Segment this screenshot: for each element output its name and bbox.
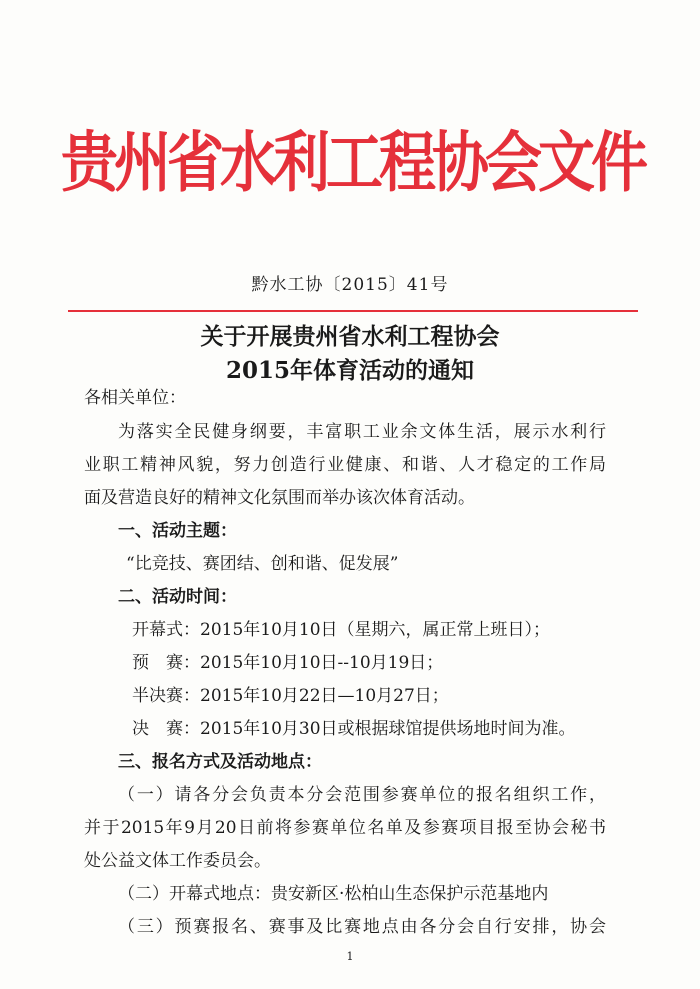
theme-heading: 一、活动主题： [118,521,237,541]
intro-line-3: 面及营造良好的精神文化氛围而举办该次体育活动。 [84,488,475,508]
schedule-text: 2015年10月10日（星期六，属正常上班日）； [200,620,551,640]
schedule-label: 决 赛： [132,719,200,739]
intro-line-2: 业职工精神风貌，努力创造行业健康、和谐、人才稳定的工作局 [84,455,606,475]
masthead-title: 贵州省水利工程协会文件 [61,125,644,201]
red-divider-line [68,310,638,312]
registration-line-5: （三）预赛报名、赛事及比赛地点由各分会自行安排，协会 [118,917,606,937]
schedule-label: 预 赛： [132,653,200,673]
registration-heading: 三、报名方式及活动地点： [118,752,322,772]
registration-line-3: 处公益文体工作委员会。 [84,851,271,871]
time-heading: 二、活动时间： [118,587,237,607]
theme-text: “比竞技、赛团结、创和谐、促发展” [126,554,399,574]
document-number: 黔水工协〔2015〕41号 [251,275,449,295]
schedule-text: 2015年10月22日—10月27日； [200,686,449,706]
salutation: 各相关单位： [84,388,186,408]
registration-line-1: （一）请各分会负责本分会范围参赛单位的报名组织工作， [118,785,606,805]
schedule-final [132,717,672,741]
schedule-label: 开幕式： [132,620,200,640]
schedule-label: 半决赛： [132,686,200,706]
schedule-opening [132,618,672,642]
registration-line-4: （二）开幕式地点：贵安新区·松柏山生态保护示范基地内 [118,884,549,904]
intro-line-1: 为落实全民健身纲要，丰富职工业余文体生活，展示水利行 [118,422,606,442]
notice-title-line1: 关于开展贵州省水利工程协会 [200,323,500,350]
schedule-preliminary [132,651,672,675]
schedule-semifinal [132,684,672,708]
registration-line-2: 并于2015年9月20日前将参赛单位名单及参赛项目报至协会秘书 [84,818,606,838]
page-number: 1 [346,950,354,963]
schedule-text: 2015年10月30日或根据球馆提供场地时间为准。 [200,719,576,739]
schedule-text: 2015年10月10日--10月19日； [200,653,444,673]
notice-title-line2: 2015年体育活动的通知 [225,357,474,384]
